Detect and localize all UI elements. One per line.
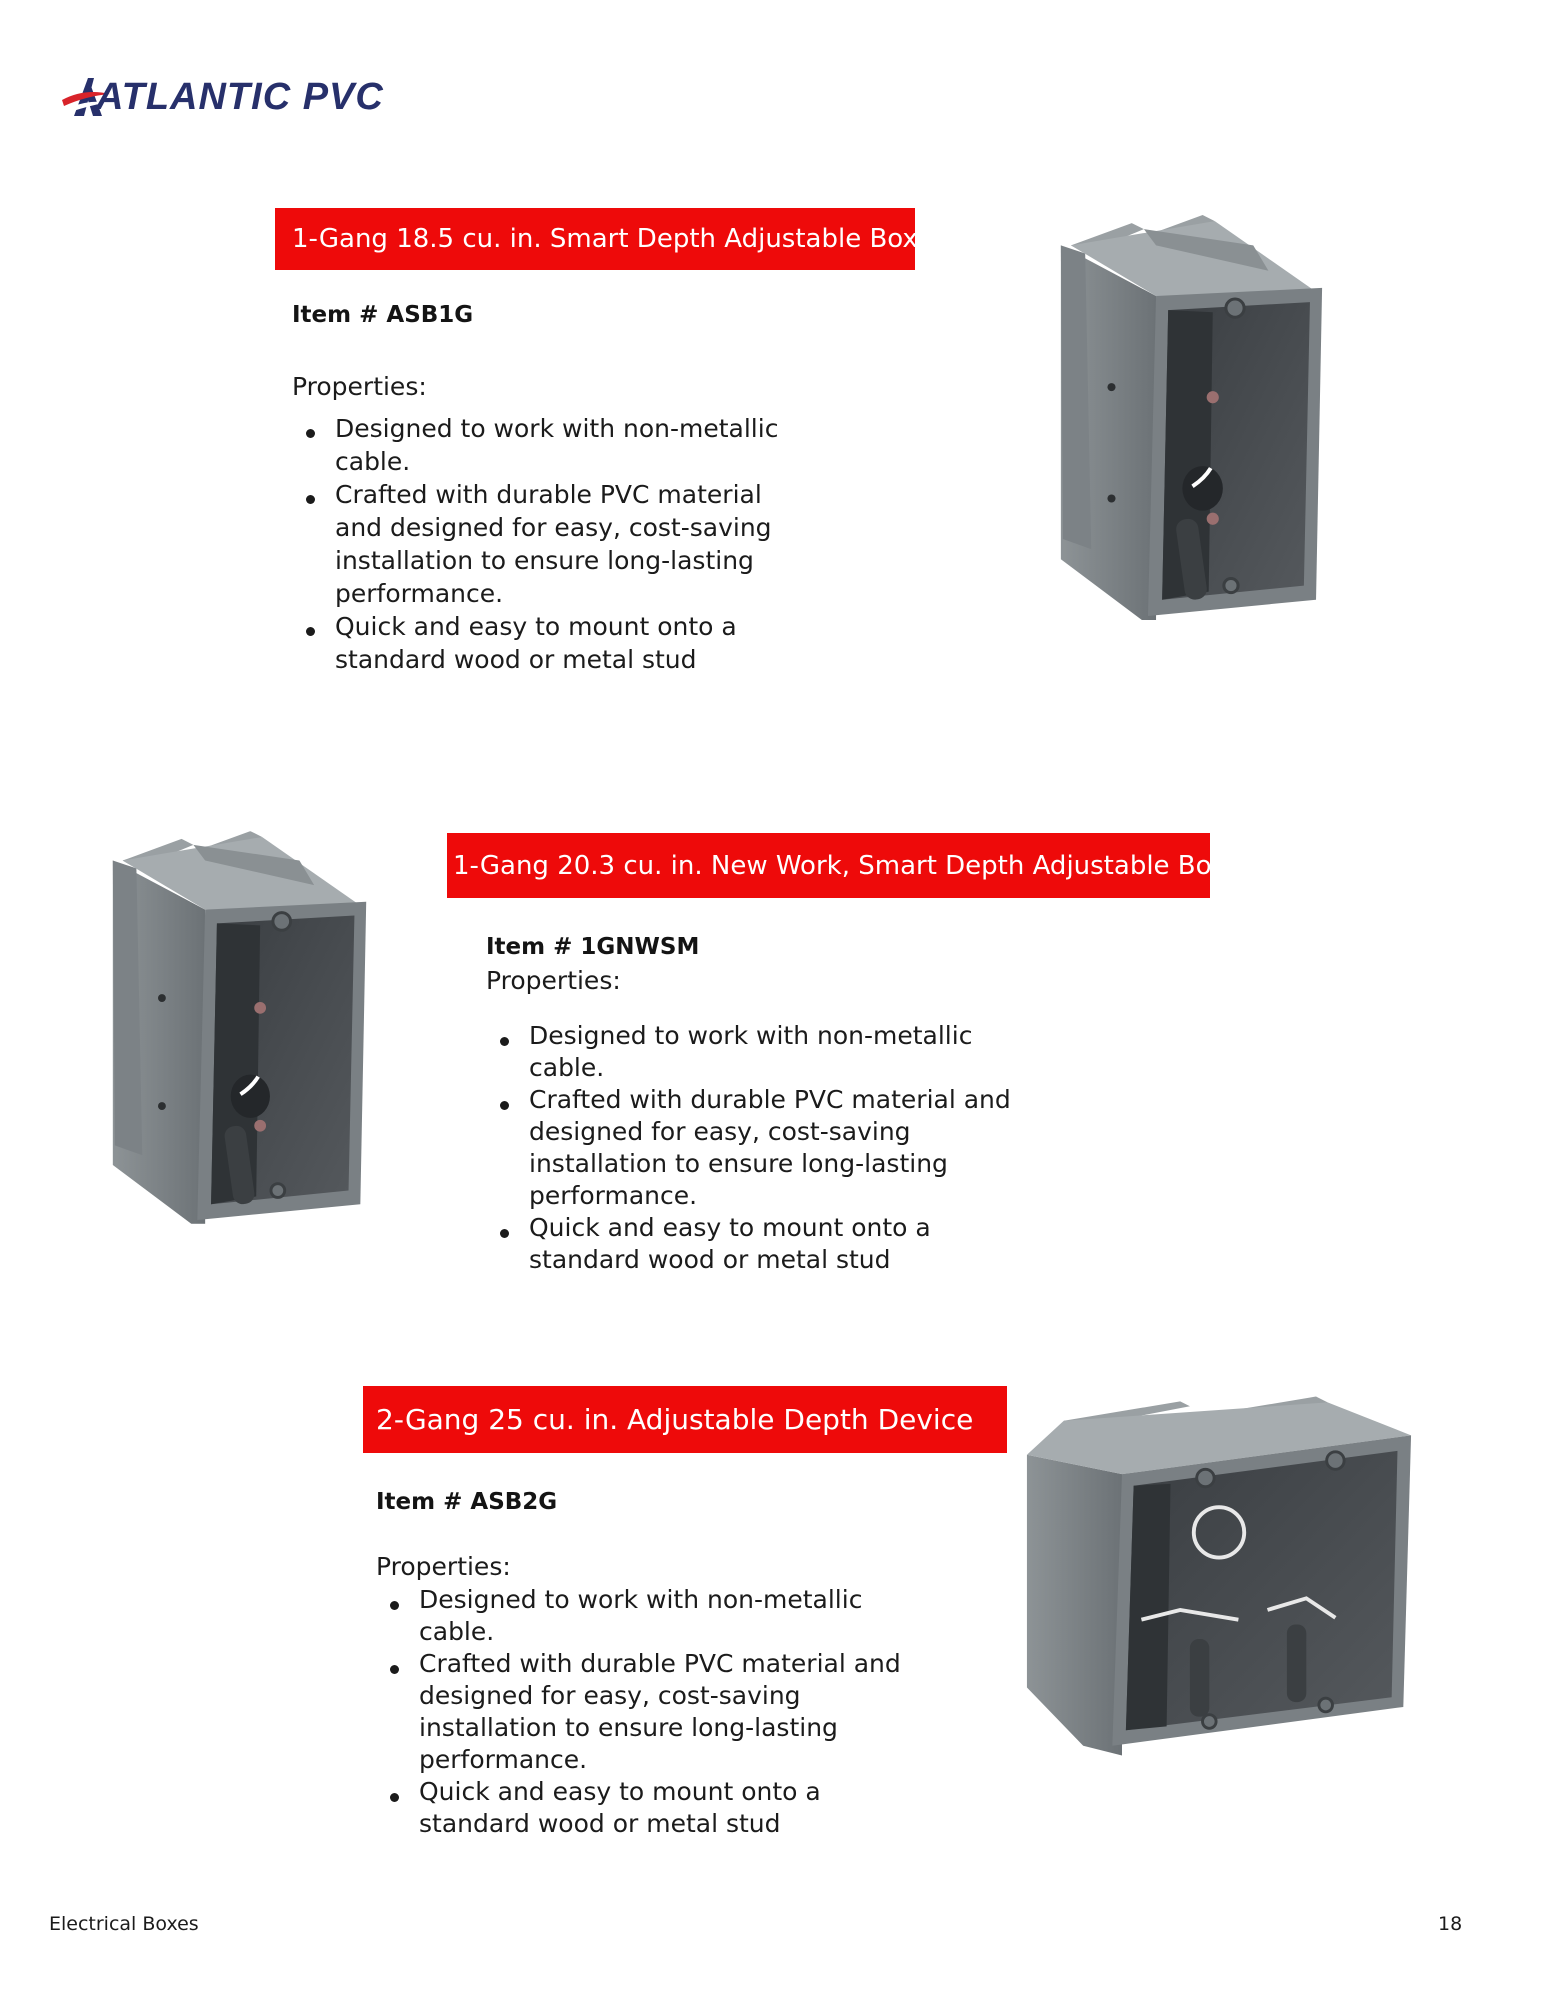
single-gang-box-image <box>103 830 378 1225</box>
properties-list <box>292 412 802 676</box>
property-bullet: Designed to work with non-metallic cable. <box>292 412 802 478</box>
item-number: Item # 1GNWSM <box>486 934 700 960</box>
product-title-banner <box>275 208 918 270</box>
product-title: 1-Gang 20.3 cu. in. New Work, Smart Depth Adjustable Box <box>453 850 1227 881</box>
property-bullet: Quick and easy to mount onto a standard wood or metal stud <box>486 1212 1031 1276</box>
brand-logo[interactable] <box>62 70 382 130</box>
product-title: 1-Gang 18.5 cu. in. Smart Depth Adjustable Box <box>292 224 918 254</box>
product-title: 2-Gang 25 cu. in. Adjustable Depth Device <box>376 1403 974 1436</box>
properties-list <box>486 1020 1031 1276</box>
property-bullet: Designed to work with non-metallic cable. <box>486 1020 1031 1084</box>
property-bullet: Crafted with durable PVC material and designed for easy, cost-saving installation to ensure long-lasting performance. <box>292 478 802 610</box>
properties-label: Properties: <box>292 372 427 401</box>
properties-label: Properties: <box>486 966 621 995</box>
properties-label: Properties: <box>376 1552 511 1581</box>
product-title-banner <box>447 833 1227 898</box>
item-number: Item # ASB1G <box>292 302 474 328</box>
footer-section-label: Electrical Boxes <box>49 1913 199 1935</box>
page-number: 18 <box>1438 1913 1463 1935</box>
properties-list <box>376 1584 921 1840</box>
property-bullet: Quick and easy to mount onto a standard wood or metal stud <box>292 610 802 676</box>
property-bullet: Quick and easy to mount onto a standard wood or metal stud <box>376 1776 921 1840</box>
item-number: Item # ASB2G <box>376 1489 558 1515</box>
brand-name: ATLANTIC PVC <box>96 76 384 118</box>
property-bullet: Crafted with durable PVC material and designed for easy, cost-saving installation to ensure long-lasting performance. <box>376 1648 921 1776</box>
two-gang-box-image <box>1025 1395 1413 1757</box>
property-bullet: Crafted with durable PVC material and designed for easy, cost-saving installation to ensure long-lasting performance. <box>486 1084 1031 1212</box>
property-bullet: Designed to work with non-metallic cable. <box>376 1584 921 1648</box>
single-gang-box-image <box>1050 215 1335 620</box>
product-title-banner <box>363 1386 1007 1453</box>
